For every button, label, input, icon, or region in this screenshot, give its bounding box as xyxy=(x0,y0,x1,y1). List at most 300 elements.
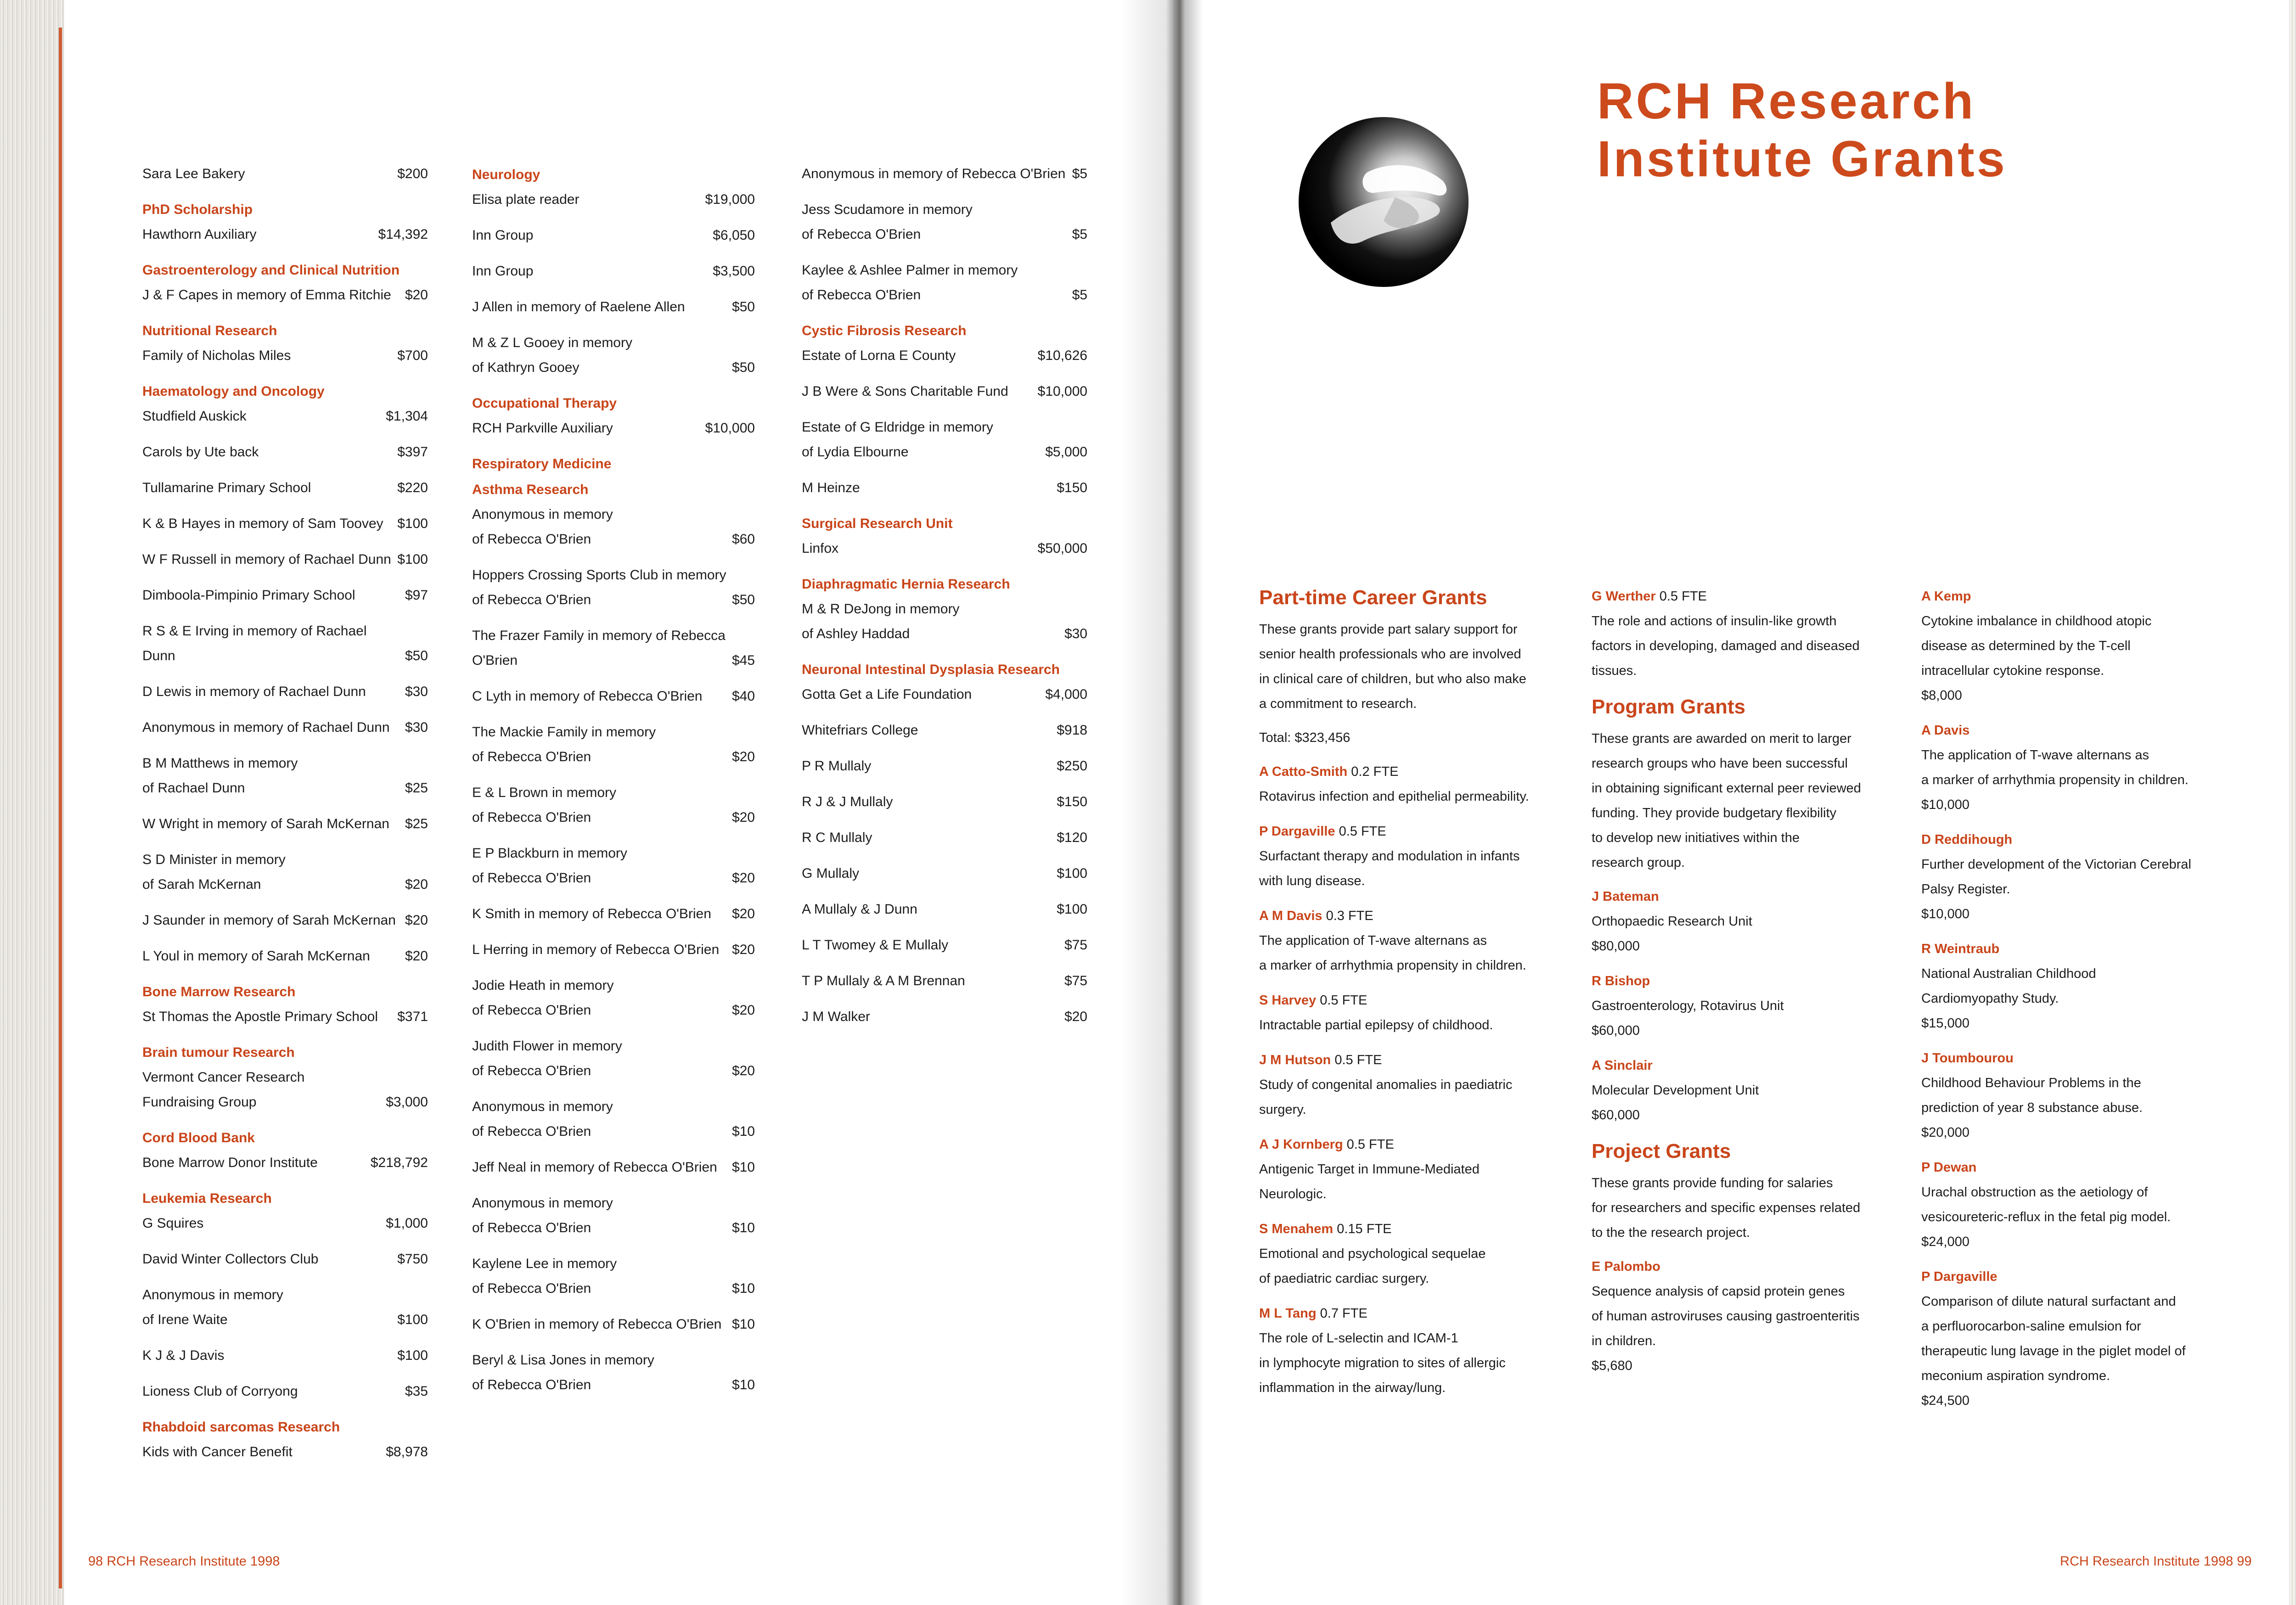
donor-entry xyxy=(142,1150,428,1175)
donor-entry xyxy=(472,416,755,441)
grant-fte: 0.15 FTE xyxy=(1333,1222,1392,1236)
donor-entry xyxy=(472,937,755,962)
grant-recipient: P Dargaville xyxy=(1259,824,1335,839)
donor-column-3 xyxy=(802,162,1087,1040)
donor-name: Linfox xyxy=(802,541,839,556)
donation-amount: $30 xyxy=(405,684,428,699)
donor-column-1 xyxy=(142,162,428,1476)
donor-entry xyxy=(472,187,755,212)
grant-amount: $60,000 xyxy=(1592,1023,1640,1038)
grant-entry xyxy=(1592,969,1890,1043)
donor-entry xyxy=(142,476,428,500)
grant-amount: $5,680 xyxy=(1592,1358,1632,1373)
donation-amount: $218,792 xyxy=(370,1155,428,1170)
donation-amount: $20 xyxy=(405,877,428,892)
donor-name: Family of Nicholas Miles xyxy=(142,348,291,363)
donor-entry xyxy=(472,563,755,612)
donor-entry xyxy=(802,825,1087,850)
donor-entry xyxy=(472,841,755,891)
donation-amount: $10,000 xyxy=(1037,384,1087,399)
grant-description: Molecular Development Unit xyxy=(1592,1083,1759,1098)
donor-name: Anonymous in memory of Rebecca O'Brien xyxy=(472,507,613,547)
part-time-grants-list xyxy=(1259,759,1558,1400)
donor-entry xyxy=(472,780,755,830)
grant-recipient-line xyxy=(1592,969,1890,993)
grant-recipient-line xyxy=(1921,1264,2215,1289)
donor-name: Studfield Auskick xyxy=(142,409,247,424)
donor-entry xyxy=(802,258,1087,308)
donor-entry xyxy=(472,1251,755,1301)
project-intro: These grants provide funding for salaries for researchers and specific expenses related to the the research project. xyxy=(1592,1176,1861,1240)
grant-amount: $15,000 xyxy=(1921,1016,1970,1031)
grant-description: Urachal obstruction as the aetiology of vesicoureteric-reflux in the fetal pig model. xyxy=(1921,1185,2171,1224)
donor-entry xyxy=(142,1065,428,1115)
grant-amount: $80,000 xyxy=(1592,939,1640,954)
page-title xyxy=(1597,73,2007,188)
donation-amount: $3,500 xyxy=(713,264,755,279)
donor-name: J Allen in memory of Raelene Allen xyxy=(472,299,685,314)
grant-recipient-line xyxy=(1592,1254,1890,1279)
grants-column-2 xyxy=(1592,584,1890,1388)
grant-fte: 0.7 FTE xyxy=(1316,1306,1367,1321)
donor-name: J & F Capes in memory of Emma Ritchie xyxy=(142,287,391,303)
donor-entry xyxy=(142,908,428,933)
donor-name: Whitefriars College xyxy=(802,723,918,738)
donor-name: Carols by Ute back xyxy=(142,444,259,460)
donor-entry xyxy=(142,944,428,969)
grant-description: Childhood Behaviour Problems in the prediction of year 8 substance abuse. xyxy=(1921,1076,2143,1115)
donor-name: RCH Parkville Auxiliary xyxy=(472,421,613,436)
grant-fte: 0.5 FTE xyxy=(1331,1053,1382,1067)
grant-recipient: A Davis xyxy=(1921,723,1970,738)
grant-fte: 0.2 FTE xyxy=(1347,764,1399,779)
grant-entry xyxy=(1259,1301,1558,1400)
grant-description: Cytokine imbalance in childhood atopic disease as determined by the T-cell intracellular cytokine response. xyxy=(1921,614,2152,678)
donor-entry xyxy=(472,1312,755,1337)
page-edge-right xyxy=(2289,0,2296,1605)
section-heading: Asthma Research xyxy=(472,482,589,497)
donation-amount: $10 xyxy=(732,1160,755,1175)
donor-entry xyxy=(802,754,1087,779)
donor-name: Anonymous in memory of Rebecca O'Brien xyxy=(802,166,1066,181)
title-line-2: Institute Grants xyxy=(1597,131,2007,187)
donation-amount: $10,626 xyxy=(1037,348,1087,363)
donor-entry xyxy=(142,511,428,536)
donor-entry xyxy=(472,1034,755,1083)
donor-entry xyxy=(472,1348,755,1397)
grant-recipient-line xyxy=(1259,819,1558,844)
grant-recipient: S Harvey xyxy=(1259,993,1317,1008)
project-grants-list-continued xyxy=(1921,584,2215,1413)
donor-entry xyxy=(142,812,428,836)
grant-recipient: E Palombo xyxy=(1592,1259,1660,1274)
donor-name: Gotta Get a Life Foundation xyxy=(802,687,972,702)
grant-recipient: J Toumbourou xyxy=(1921,1051,2014,1066)
grant-recipient: R Bishop xyxy=(1592,974,1650,988)
donor-entry xyxy=(802,790,1087,814)
donor-name: Estate of G Eldridge in memory of Lydia Elbourne xyxy=(802,420,993,460)
grant-recipient: A M Davis xyxy=(1259,909,1322,923)
grant-description: The application of T-wave alternans as a marker of arrhythmia propensity in children. xyxy=(1259,933,1526,973)
project-grants-list xyxy=(1592,1254,1890,1378)
donor-entry xyxy=(802,718,1087,743)
donor-name: E & L Brown in memory of Rebecca O'Brien xyxy=(472,785,616,825)
grant-recipient: P Dewan xyxy=(1921,1160,1977,1175)
donation-amount: $25 xyxy=(405,780,428,796)
donor-name: The Frazer Family in memory of Rebecca O'Brien xyxy=(472,628,726,668)
donor-name: Jodie Heath in memory of Rebecca O'Brien xyxy=(472,978,614,1018)
grant-amount: $60,000 xyxy=(1592,1108,1640,1122)
donor-entry xyxy=(472,502,755,552)
grant-description: Intractable partial epilepsy of childhood. xyxy=(1259,1018,1493,1033)
donation-amount: $75 xyxy=(1064,973,1087,988)
section-heading: Gastroenterology and Clinical Nutrition xyxy=(142,263,400,278)
donor-name: Elisa plate reader xyxy=(472,192,580,207)
donor-name: M & R DeJong in memory of Ashley Haddad xyxy=(802,601,960,641)
donation-amount: $220 xyxy=(397,480,428,495)
hands-photo xyxy=(1299,117,1469,287)
donation-amount: $50,000 xyxy=(1037,541,1087,556)
donation-amount: $150 xyxy=(1057,794,1087,809)
donor-name: G Squires xyxy=(142,1216,204,1231)
donation-amount: $397 xyxy=(397,444,428,460)
donor-entry xyxy=(472,902,755,926)
donor-entry xyxy=(142,619,428,668)
donation-amount: $20 xyxy=(732,1063,755,1078)
grant-entry xyxy=(1592,1053,1890,1128)
donor-name: Anonymous in memory of Rachael Dunn xyxy=(142,720,390,735)
donation-amount: $50 xyxy=(405,648,428,663)
donor-name: J M Walker xyxy=(802,1009,870,1024)
donation-amount: $200 xyxy=(397,166,428,181)
donor-name: David Winter Collectors Club xyxy=(142,1251,319,1267)
donation-amount: $250 xyxy=(1057,758,1087,774)
donor-entry xyxy=(802,969,1087,993)
donor-entry xyxy=(142,404,428,429)
donation-amount: $100 xyxy=(397,516,428,531)
donor-name: A Mullaly & J Dunn xyxy=(802,902,917,917)
donor-entry xyxy=(142,679,428,704)
grant-description: Study of congenital anomalies in paediatric surgery. xyxy=(1259,1077,1513,1117)
donor-entry xyxy=(472,623,755,673)
grant-recipient-line xyxy=(1921,937,2215,961)
project-grants-heading: Project Grants xyxy=(1592,1140,1731,1162)
page-edge-left xyxy=(0,0,64,1605)
donor-entry xyxy=(142,847,428,897)
donor-column-2 xyxy=(472,162,755,1409)
grant-recipient-line xyxy=(1592,1053,1890,1078)
grant-description: Further development of the Victorian Cerebral Palsy Register. xyxy=(1921,857,2191,897)
book-spine-shadow xyxy=(1120,0,1203,1605)
grant-description: Rotavirus infection and epithelial permeability. xyxy=(1259,789,1529,804)
donor-entry xyxy=(142,1440,428,1465)
section-heading: Haematology and Oncology xyxy=(142,384,325,399)
donor-name: J Saunder in memory of Sarah McKernan xyxy=(142,913,396,928)
donation-amount: $6,050 xyxy=(713,228,755,243)
section-heading: Brain tumour Research xyxy=(142,1045,295,1060)
section-heading: PhD Scholarship xyxy=(142,202,253,217)
donor-name: R J & J Mullaly xyxy=(802,794,893,809)
grant-recipient-line xyxy=(1921,1155,2215,1180)
donor-name: Jess Scudamore in memory of Rebecca O'Brien xyxy=(802,202,973,242)
grant-description: Emotional and psychological sequelae of paediatric cardiac surgery. xyxy=(1259,1246,1486,1286)
donor-name: Dimboola-Pimpinio Primary School xyxy=(142,588,355,603)
grant-description: Surfactant therapy and modulation in infants with lung disease. xyxy=(1259,849,1520,888)
donor-name: C Lyth in memory of Rebecca O'Brien xyxy=(472,689,703,704)
grant-entry xyxy=(1259,759,1558,809)
donor-name: W F Russell in memory of Rachael Dunn xyxy=(142,552,391,567)
grant-recipient: A Kemp xyxy=(1921,589,1971,604)
donation-amount: $371 xyxy=(397,1009,428,1024)
grant-recipient-line xyxy=(1259,1217,1558,1241)
grant-description: The role of L-selectin and ICAM-1 in lymphocyte migration to sites of allergic inflammation in the airway/lung. xyxy=(1259,1331,1506,1395)
program-intro: These grants are awarded on merit to larger research groups who have been successful in obtaining significant external peer reviewed funding. They provide budgetary flexibility to develop new initiatives within the research group. xyxy=(1592,731,1861,870)
donor-entry xyxy=(802,1005,1087,1029)
donor-name: Estate of Lorna E County xyxy=(802,348,956,363)
section-heading: Nutritional Research xyxy=(142,323,277,338)
donation-amount: $97 xyxy=(405,588,428,603)
donor-name: Kids with Cancer Benefit xyxy=(142,1444,293,1459)
donation-amount: $20 xyxy=(1064,1009,1087,1024)
donor-entry xyxy=(472,331,755,380)
donation-amount: $40 xyxy=(732,689,755,704)
grant-recipient-line xyxy=(1259,1301,1558,1326)
donor-name: S D Minister in memory of Sarah McKernan xyxy=(142,852,286,892)
donation-amount: $150 xyxy=(1057,480,1087,495)
donor-entry xyxy=(142,283,428,308)
program-grants-heading: Program Grants xyxy=(1592,696,1745,718)
part-time-total: Total: $323,456 xyxy=(1259,730,1351,745)
donation-amount: $50 xyxy=(732,592,755,607)
donor-name: G Mullaly xyxy=(802,866,860,881)
grant-entry xyxy=(1259,988,1558,1038)
donor-name: Kaylene Lee in memory of Rebecca O'Brien xyxy=(472,1256,617,1296)
program-grants-list xyxy=(1592,884,1890,1128)
donation-amount: $50 xyxy=(732,299,755,314)
donor-entry xyxy=(142,1379,428,1404)
grant-entry xyxy=(1259,1048,1558,1122)
grant-description: National Australian Childhood Cardiomyopathy Study. xyxy=(1921,966,2096,1006)
donor-entry xyxy=(142,583,428,608)
grant-recipient-line xyxy=(1921,1046,2215,1071)
donation-amount: $10 xyxy=(732,1124,755,1139)
section-heading: Respiratory Medicine xyxy=(472,456,612,471)
edge-red-rule xyxy=(59,28,62,1588)
donor-name: Anonymous in memory of Rebecca O'Brien xyxy=(472,1099,613,1139)
donation-amount: $20 xyxy=(732,1003,755,1018)
donation-amount: $750 xyxy=(397,1251,428,1267)
donation-amount: $10,000 xyxy=(705,421,755,436)
donor-entry xyxy=(472,720,755,769)
grant-entry xyxy=(1921,937,2215,1036)
donor-entry xyxy=(142,1247,428,1272)
grant-recipient: A Catto-Smith xyxy=(1259,764,1348,779)
grant-entry xyxy=(1921,1046,2215,1145)
grants-column-1 xyxy=(1259,584,1558,1410)
donor-entry xyxy=(142,715,428,740)
grant-entry xyxy=(1921,584,2215,708)
donor-name: Inn Group xyxy=(472,264,534,279)
donor-name: L Youl in memory of Sarah McKernan xyxy=(142,948,370,964)
donor-entry xyxy=(802,415,1087,465)
donation-amount: $3,000 xyxy=(386,1094,428,1110)
donor-name: Beryl & Lisa Jones in memory of Rebecca O'Brien xyxy=(472,1352,654,1392)
grant-entry xyxy=(1921,718,2215,817)
donor-entry xyxy=(472,295,755,320)
donor-entry xyxy=(142,343,428,368)
donor-entry xyxy=(142,222,428,247)
section-heading: Rhabdoid sarcomas Research xyxy=(142,1420,340,1435)
donor-name: Anonymous in memory of Irene Waite xyxy=(142,1287,283,1327)
donor-entry xyxy=(142,1283,428,1332)
donor-name: Vermont Cancer Research Fundraising Group xyxy=(142,1070,305,1110)
grant-description: Antigenic Target in Immune-Mediated Neurologic. xyxy=(1259,1162,1480,1201)
donor-name: E P Blackburn in memory of Rebecca O'Brien xyxy=(472,846,627,886)
grants-column-3 xyxy=(1921,584,2215,1423)
donation-amount: $19,000 xyxy=(705,192,755,207)
grant-amount: $8,000 xyxy=(1921,688,1962,703)
donor-name: Judith Flower in memory of Rebecca O'Brien xyxy=(472,1038,622,1078)
donation-amount: $5 xyxy=(1072,287,1087,303)
grant-recipient: G Werther xyxy=(1592,589,1656,604)
grant-amount: $10,000 xyxy=(1921,797,1970,812)
donor-entry xyxy=(142,440,428,465)
donor-name: L Herring in memory of Rebecca O'Brien xyxy=(472,942,720,957)
grant-amount: $20,000 xyxy=(1921,1125,1970,1140)
section-heading: Leukemia Research xyxy=(142,1191,272,1206)
section-heading: Neuronal Intestinal Dysplasia Research xyxy=(802,662,1060,677)
grant-entry xyxy=(1259,819,1558,893)
donor-entry xyxy=(802,682,1087,707)
grant-entry xyxy=(1259,904,1558,978)
donor-entry xyxy=(802,343,1087,368)
grant-recipient-line xyxy=(1259,759,1558,784)
donor-entry xyxy=(142,751,428,801)
donor-name: Lioness Club of Corryong xyxy=(142,1384,298,1399)
grant-fte: 0.5 FTE xyxy=(1316,993,1367,1008)
grant-recipient-line xyxy=(1259,1048,1558,1072)
grant-description: The role and actions of insulin-like growth factors in developing, damaged and diseased tissues. xyxy=(1592,614,1860,678)
donation-amount: $20 xyxy=(405,287,428,303)
grant-entry xyxy=(1921,1264,2215,1413)
grant-recipient: P Dargaville xyxy=(1921,1269,1998,1284)
section-heading: Cord Blood Bank xyxy=(142,1130,255,1145)
donor-name: Tullamarine Primary School xyxy=(142,480,311,495)
grant-recipient-line xyxy=(1259,1132,1558,1157)
donor-entry xyxy=(472,1094,755,1144)
grant-entry xyxy=(1921,1155,2215,1254)
section-heading: Diaphragmatic Hernia Research xyxy=(802,577,1010,592)
grant-recipient: S Menahem xyxy=(1259,1222,1334,1236)
grant-entry xyxy=(1592,584,1890,683)
donor-name: K J & J Davis xyxy=(142,1348,225,1363)
donor-name: M Heinze xyxy=(802,480,860,495)
grant-fte: 0.5 FTE xyxy=(1335,824,1386,839)
donor-name: K Smith in memory of Rebecca O'Brien xyxy=(472,906,711,921)
donor-name: Anonymous in memory of Rebecca O'Brien xyxy=(472,1195,613,1235)
donation-amount: $100 xyxy=(397,1312,428,1327)
donation-amount: $1,000 xyxy=(386,1216,428,1231)
donor-entry xyxy=(802,162,1087,186)
donor-name: J B Were & Sons Charitable Fund xyxy=(802,384,1008,399)
grant-recipient: M L Tang xyxy=(1259,1306,1317,1321)
donor-name: Hoppers Crossing Sports Club in memory of Rebecca O'Brien xyxy=(472,567,726,607)
donor-entry xyxy=(142,162,428,186)
donation-amount: $20 xyxy=(732,810,755,825)
donor-entry xyxy=(472,684,755,709)
donor-entry xyxy=(142,1343,428,1368)
donation-amount: $20 xyxy=(732,749,755,764)
grant-description: Gastroenterology, Rotavirus Unit xyxy=(1592,999,1784,1013)
donor-entry xyxy=(802,861,1087,886)
donor-entry xyxy=(802,933,1087,958)
grant-recipient-line xyxy=(1921,584,2215,609)
donation-amount: $35 xyxy=(405,1384,428,1399)
section-heading: Occupational Therapy xyxy=(472,396,617,411)
donor-entry xyxy=(802,597,1087,646)
donation-amount: $20 xyxy=(732,906,755,921)
donation-amount: $60 xyxy=(732,532,755,547)
folio-left: 98 RCH Research Institute 1998 xyxy=(88,1554,280,1569)
donor-name: K & B Hayes in memory of Sam Toovey xyxy=(142,516,383,531)
grant-recipient: A Sinclair xyxy=(1592,1058,1653,1073)
part-time-intro: These grants provide part salary support for senior health professionals who are involved in clinical care of children, but who also make a commitment to research. xyxy=(1259,622,1526,711)
donation-amount: $10 xyxy=(732,1317,755,1332)
donation-amount: $100 xyxy=(397,1348,428,1363)
donation-amount: $5 xyxy=(1072,227,1087,242)
donor-name: Sara Lee Bakery xyxy=(142,166,245,181)
grant-recipient: J M Hutson xyxy=(1259,1053,1331,1067)
grant-entry xyxy=(1259,1217,1558,1291)
section-heading: Bone Marrow Research xyxy=(142,984,296,999)
donor-name: R S & E Irving in memory of Rachael Dunn xyxy=(142,623,367,663)
donor-name: Bone Marrow Donor Institute xyxy=(142,1155,318,1170)
donation-amount: $10 xyxy=(732,1220,755,1235)
section-heading: Surgical Research Unit xyxy=(802,516,953,531)
grant-description: Comparison of dilute natural surfactant and a perfluorocarbon-saline emulsion for therapeutic lung lavage in the piglet model of meconium aspiration syndrome. xyxy=(1921,1294,2186,1383)
donation-amount: $1,304 xyxy=(386,409,428,424)
donation-amount: $20 xyxy=(732,942,755,957)
donation-amount: $10 xyxy=(732,1281,755,1296)
donation-amount: $918 xyxy=(1057,723,1087,738)
donor-entry xyxy=(802,897,1087,922)
grant-amount: $24,500 xyxy=(1921,1393,1970,1408)
grant-description: The application of T-wave alternans as a marker of arrhythmia propensity in children. xyxy=(1921,748,2189,787)
donor-name: M & Z L Gooey in memory of Kathryn Gooey xyxy=(472,335,632,375)
donor-name: T P Mullaly & A M Brennan xyxy=(802,973,965,988)
donor-entry xyxy=(472,259,755,284)
donor-name: D Lewis in memory of Rachael Dunn xyxy=(142,684,366,699)
donation-amount: $120 xyxy=(1057,830,1087,845)
donor-name: Kaylee & Ashlee Palmer in memory of Rebecca O'Brien xyxy=(802,263,1018,303)
section-heading: Cystic Fibrosis Research xyxy=(802,323,967,338)
donor-name: St Thomas the Apostle Primary School xyxy=(142,1009,378,1024)
donor-name: Hawthorn Auxiliary xyxy=(142,227,257,242)
donation-amount: $20 xyxy=(405,948,428,964)
folio-right: RCH Research Institute 1998 99 xyxy=(2060,1554,2252,1569)
grant-recipient-line xyxy=(1592,884,1890,909)
donation-amount: $25 xyxy=(405,816,428,831)
section-heading: Neurology xyxy=(472,167,540,182)
part-time-career-grants-heading: Part-time Career Grants xyxy=(1259,586,1487,609)
donor-name: The Mackie Family in memory of Rebecca O'Brien xyxy=(472,724,656,764)
grant-description: Sequence analysis of capsid protein genes of human astroviruses causing gastroenteritis in children. xyxy=(1592,1284,1860,1348)
grant-fte: 0.3 FTE xyxy=(1322,909,1373,923)
donor-name: R C Mullaly xyxy=(802,830,872,845)
donation-amount: $14,392 xyxy=(378,227,428,242)
grant-recipient: J Bateman xyxy=(1592,889,1659,904)
donor-name: B M Matthews in memory of Rachael Dunn xyxy=(142,756,298,796)
